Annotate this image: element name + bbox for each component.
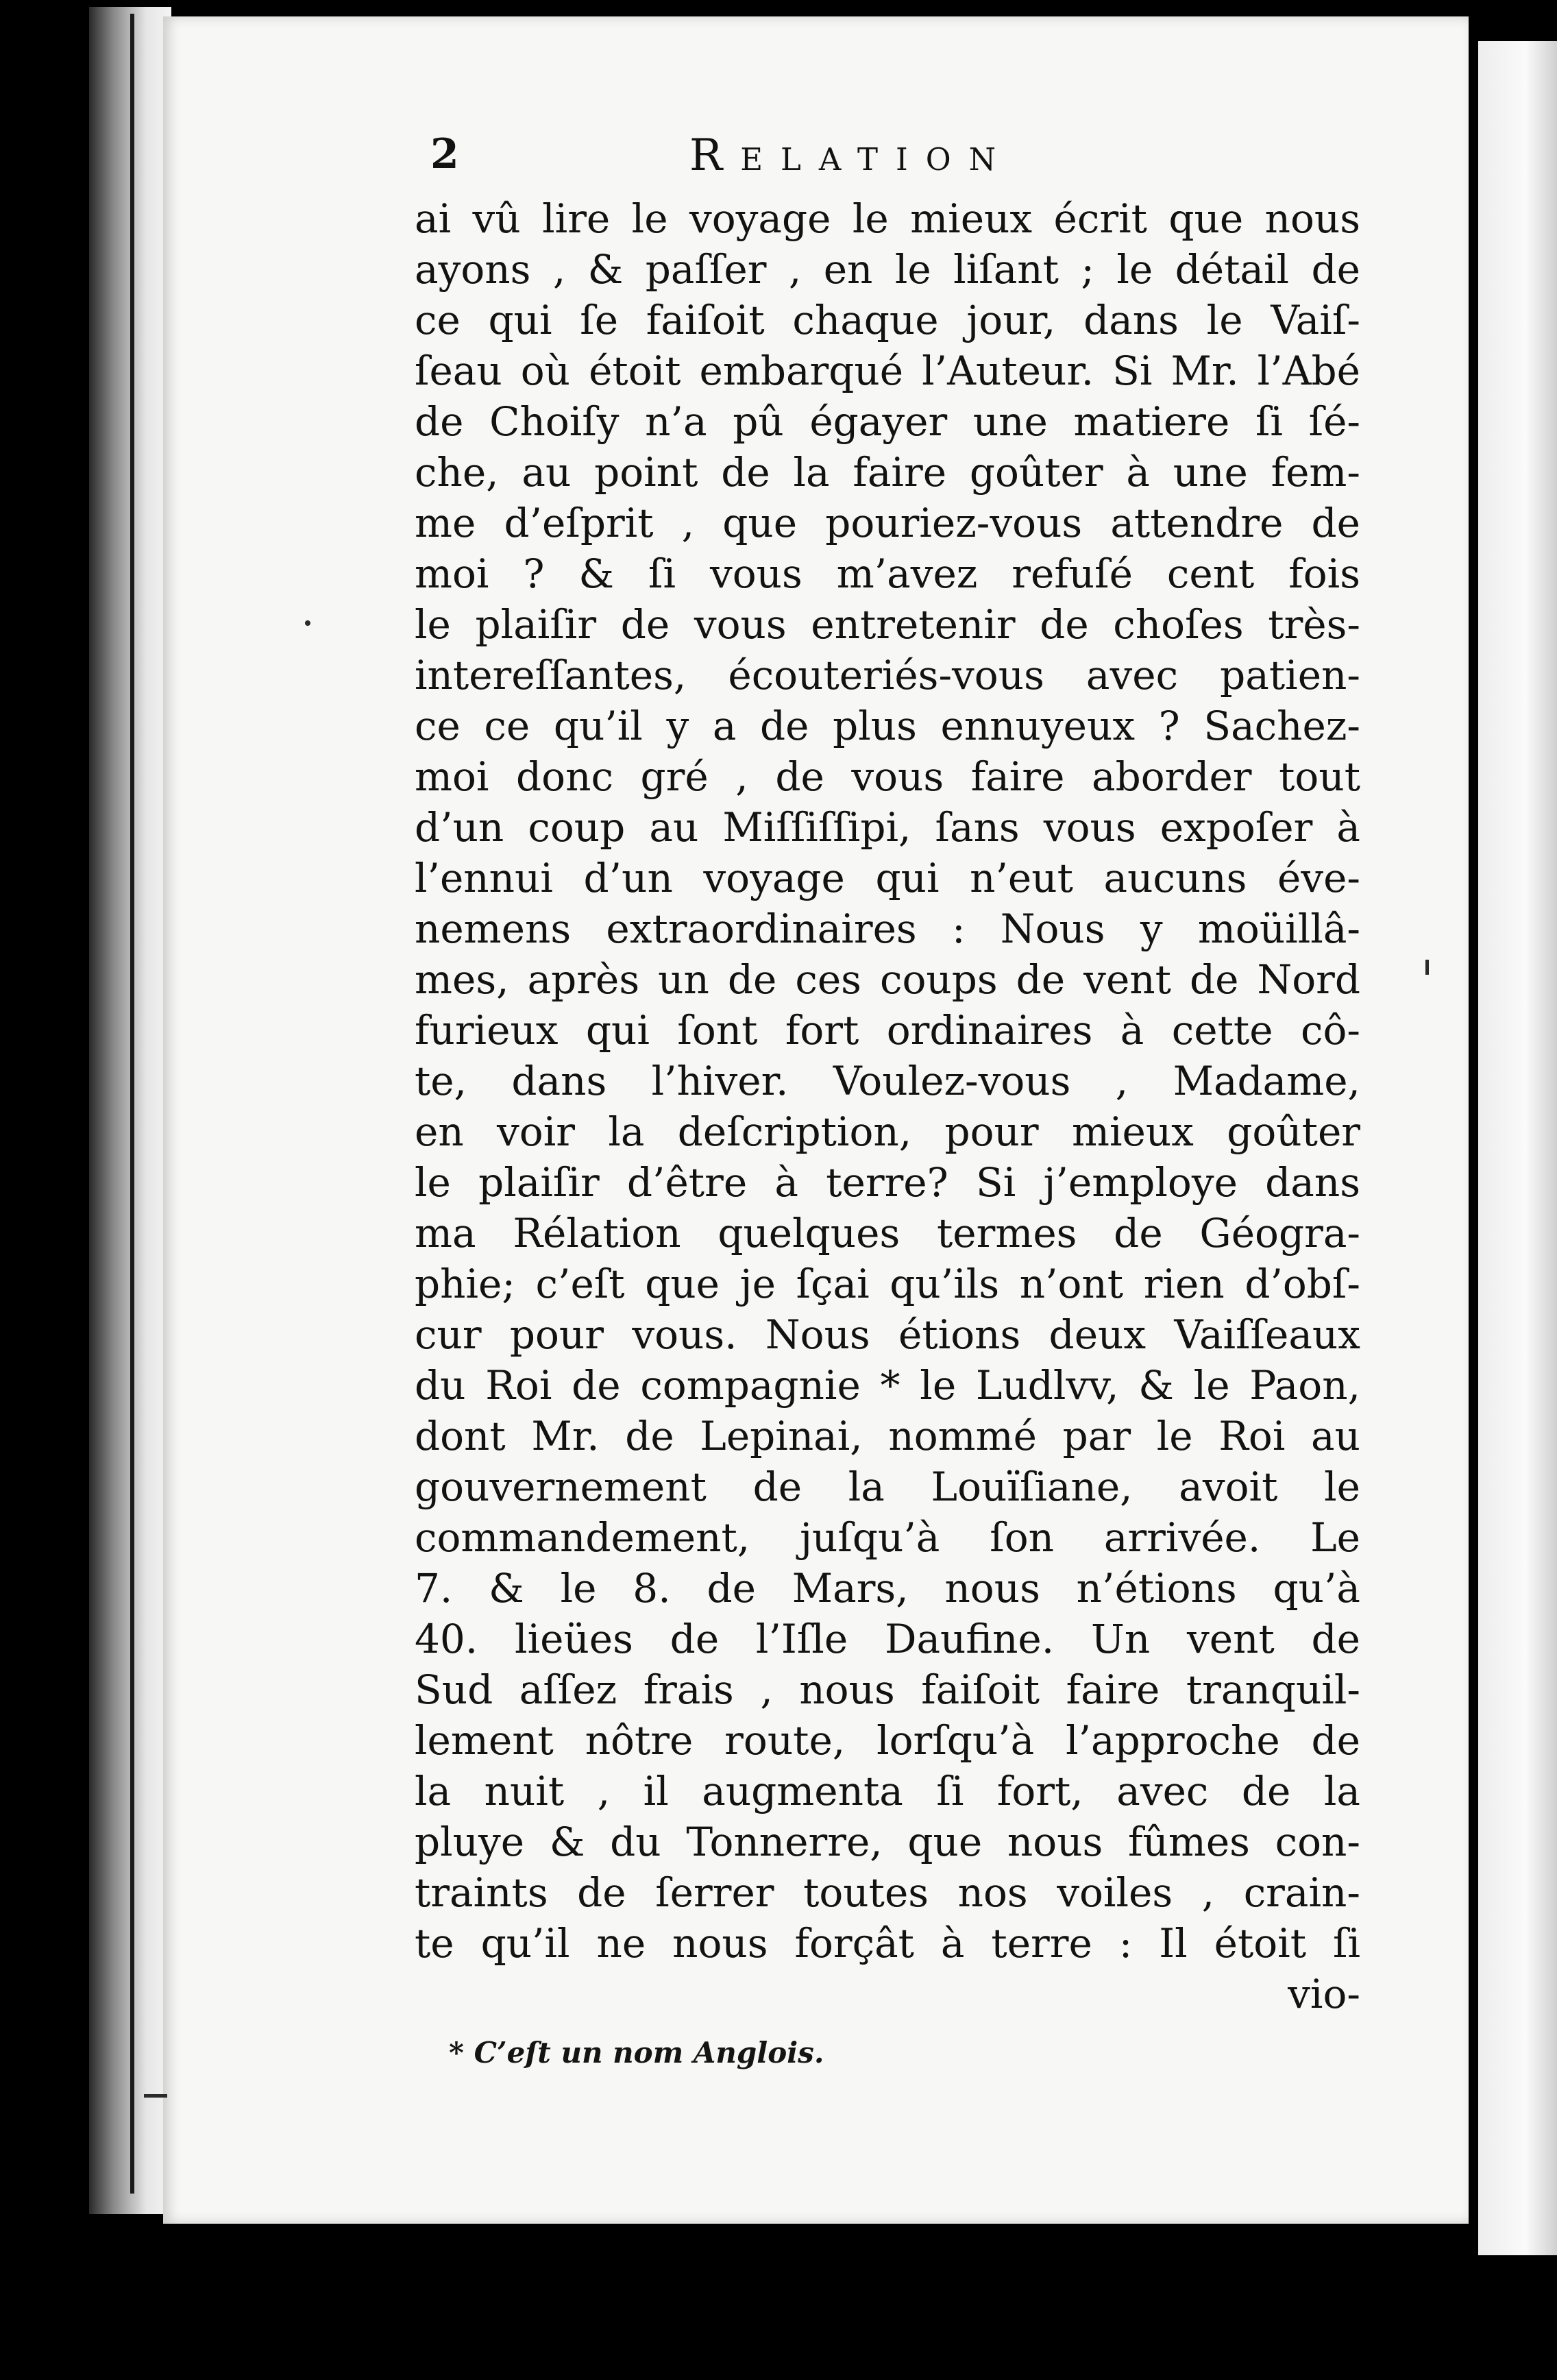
margin-mark: [1425, 960, 1429, 975]
text-line: 7. & le 8. de Mars, nous n’étions qu’à: [415, 1565, 1360, 1612]
facing-page-edge: [1478, 41, 1557, 2255]
body-text: [415, 193, 1360, 2019]
text-line: ayons , & paſſer , en le liſant ; le détail de: [415, 246, 1360, 293]
text-line: te, dans l’hiver. Voulez-vous , Madame,: [415, 1058, 1360, 1104]
text-line: che, au point de la faire goûter à une fem-: [415, 449, 1360, 496]
text-line: de Choiſy n’a pû égayer une matiere ſi ſé-: [415, 398, 1360, 445]
text-line: commandement, juſqu’à ſon arrivée. Le: [415, 1514, 1360, 1561]
text-line: ce qui ſe faiſoit chaque jour, dans le Vaiſ-: [415, 297, 1360, 343]
text-line: d’un coup au Miſſiſſipi, ſans vous expoſer à: [415, 804, 1360, 851]
text-line: vio-: [1288, 1971, 1360, 2017]
text-line: Sud aſſez frais , nous faiſoit faire tranquil-: [415, 1666, 1360, 1713]
text-line: nemens extraordinaires : Nous y moüillâ-: [415, 906, 1360, 952]
text-line: furieux qui ſont fort ordinaires à cette cô-: [415, 1007, 1360, 1054]
text-line: intereſſantes, écouteriés-vous avec patien-: [415, 652, 1360, 699]
margin-mark: [305, 620, 310, 626]
text-line: 40. lieües de l’Iſle Daufine. Un vent de: [415, 1616, 1360, 1662]
text-line: dont Mr. de Lepinai, nommé par le Roi au: [415, 1413, 1360, 1459]
text-line: l’ennui d’un voyage qui n’eut aucuns éve-: [415, 855, 1360, 901]
margin-mark: [144, 2094, 167, 2098]
text-line: traints de ſerrer toutes nos voiles , crain-: [415, 1869, 1360, 1916]
text-line: mes, après un de ces coups de vent de Nord: [415, 956, 1360, 1003]
text-line: lement nôtre route, lorſqu’à l’approche de: [415, 1717, 1360, 1764]
page-number: 2: [430, 130, 459, 178]
text-line: te qu’il ne nous forçât à terre : Il étoit ſi: [415, 1920, 1360, 1967]
text-line: moi ? & ſi vous m’avez refuſé cent fois: [415, 550, 1360, 597]
text-line: ma Rélation quelques termes de Géogra-: [415, 1210, 1360, 1256]
gutter: [1469, 0, 1478, 2380]
text-line: moi donc gré , de vous faire aborder tout: [415, 753, 1360, 800]
text-line: phie; c’eſt que je ſçai qu’ils n’ont rien d’obſ-: [415, 1261, 1360, 1307]
text-line: ai vû lire le voyage le mieux écrit que nous: [415, 195, 1360, 242]
text-line: pluye & du Tonnerre, que nous fûmes con-: [415, 1819, 1360, 1865]
text-line: la nuit , il augmenta ſi fort, avec de la: [415, 1768, 1360, 1814]
text-line: du Roi de compagnie * le Ludlvv, & le Paon,: [415, 1362, 1360, 1409]
footnote: * C’eſt un nom Anglois.: [449, 2036, 824, 2069]
running-head: Relation: [689, 130, 1014, 181]
page-header: [430, 130, 1356, 192]
text-line: me d’eſprit , que pouriez-vous attendre de: [415, 500, 1360, 546]
binding-shadow-line: [130, 14, 134, 2194]
text-line: le plaiſir d’être à terre? Si j’employe dans: [415, 1159, 1360, 1206]
text-line: ſeau où étoit embarqué l’Auteur. Si Mr. l’Abé: [415, 348, 1360, 394]
text-line: cur pour vous. Nous étions deux Vaiſſeaux: [415, 1311, 1360, 1358]
text-line: en voir la deſcription, pour mieux goûter: [415, 1108, 1360, 1155]
text-line: ce ce qu’il y a de plus ennuyeux ? Sachez-: [415, 703, 1360, 749]
text-line: le plaiſir de vous entretenir de choſes très-: [415, 601, 1360, 648]
text-line: gouvernement de la Louïſiane, avoit le: [415, 1464, 1360, 1510]
